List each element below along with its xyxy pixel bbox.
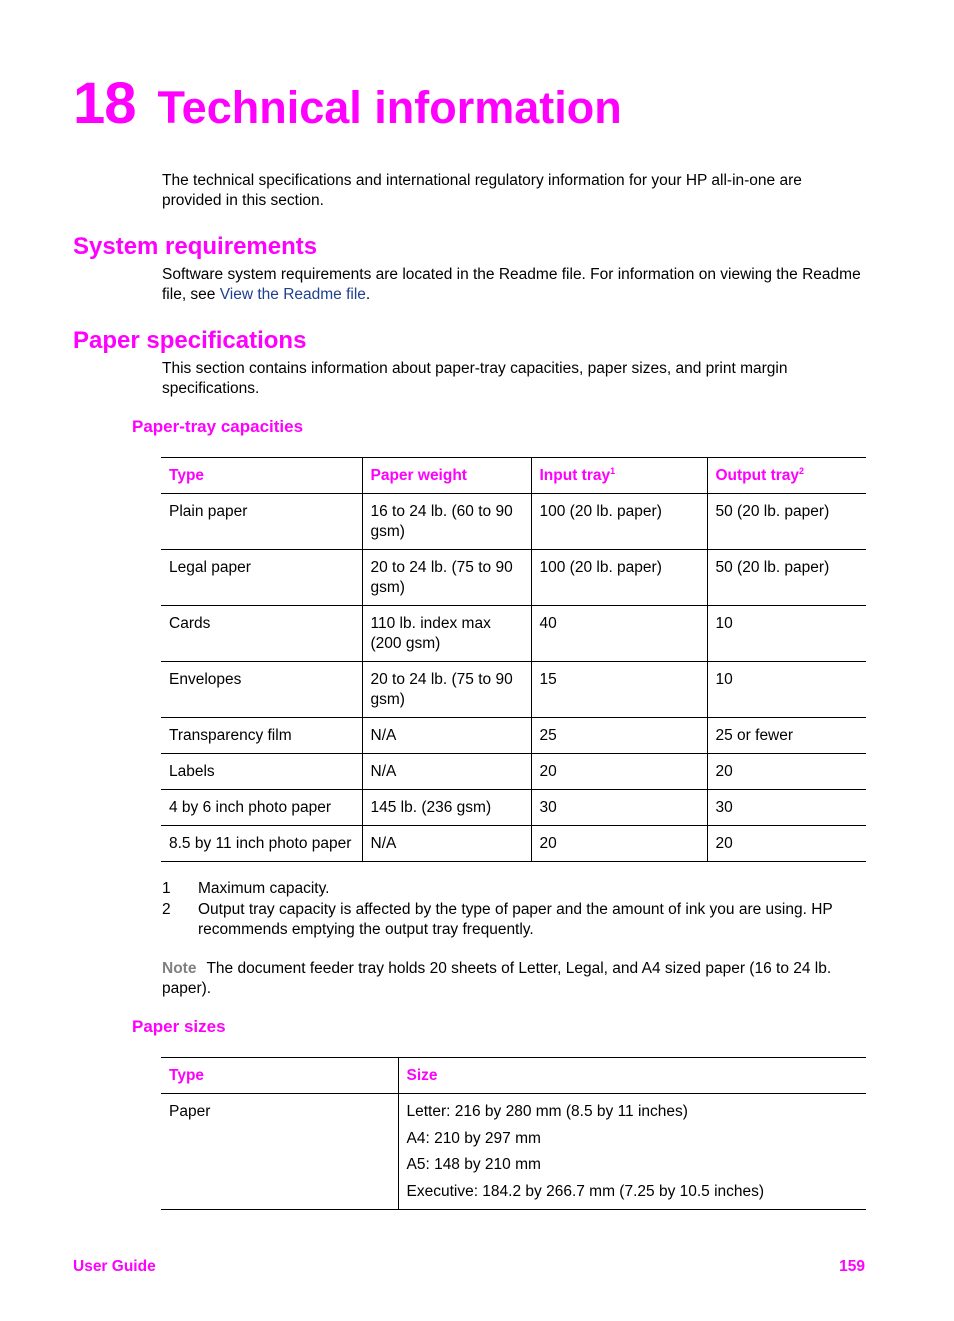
table-cell: Plain paper: [161, 494, 362, 550]
chapter-heading: [73, 70, 622, 137]
table-cell: 100 (20 lb. paper): [531, 550, 707, 606]
table-cell: 50 (20 lb. paper): [707, 550, 866, 606]
note-label: Note: [162, 960, 197, 977]
table-header-row: [161, 458, 866, 494]
table-cell: [398, 1094, 866, 1210]
table-cell: 30: [531, 790, 707, 826]
paper-sizes-table: [161, 1057, 866, 1210]
chapter-number: 18: [73, 71, 136, 136]
table-cell: N/A: [362, 754, 531, 790]
column-header: Size: [398, 1058, 866, 1094]
note-text: The document feeder tray holds 20 sheets of Letter, Legal, and A4 sized paper (16 to 24 lb. paper).: [162, 960, 832, 997]
footnote-ref: 1: [610, 465, 616, 476]
table-cell: Cards: [161, 606, 362, 662]
table-cell: 16 to 24 lb. (60 to 90 gsm): [362, 494, 531, 550]
table-row: [161, 826, 866, 862]
table-cell: 20 to 24 lb. (75 to 90 gsm): [362, 550, 531, 606]
table-cell: 20: [531, 754, 707, 790]
table-cell: 20: [531, 826, 707, 862]
page-number: 159: [839, 1258, 865, 1275]
table-cell: Legal paper: [161, 550, 362, 606]
table-cell: 20 to 24 lb. (75 to 90 gsm): [362, 662, 531, 718]
note-paragraph: [162, 959, 862, 999]
column-header: Output tray$^2$: [707, 458, 866, 494]
table-cell: 25: [531, 718, 707, 754]
system-requirements-period: .: [365, 286, 371, 303]
footer-guide-title: User Guide: [73, 1258, 156, 1275]
footnote: 2 Output tray capacity is affected by the type of paper and the amount of ink you are using. HP recommends emptying the output tray frequently.: [162, 901, 833, 938]
table-footnotes: [162, 879, 862, 940]
paper-sizes-heading: Paper sizes: [132, 1017, 226, 1036]
table-cell: 40: [531, 606, 707, 662]
system-requirements-heading: System requirements: [73, 233, 318, 260]
table-cell: 110 lb. index max (200 gsm): [362, 606, 531, 662]
table-row: [161, 606, 866, 662]
column-header: Paper weight: [362, 458, 531, 494]
system-requirements-paragraph: [162, 265, 862, 305]
footnote-ref: 2: [799, 465, 805, 476]
table-row: [161, 718, 866, 754]
table-cell: N/A: [362, 826, 531, 862]
table-row: [161, 754, 866, 790]
table-cell: 10: [707, 606, 866, 662]
table-cell: Transparency film: [161, 718, 362, 754]
intro-paragraph: The technical specifications and international regulatory information for your HP all-in-one are provided in this section.: [162, 172, 802, 209]
paper-specifications-paragraph: This section contains information about paper-tray capacities, paper sizes, and print margin specifications.: [162, 360, 788, 397]
table-cell: 25 or fewer: [707, 718, 866, 754]
table-cell: Paper: [161, 1094, 398, 1210]
table-row: [161, 1094, 866, 1210]
table-row: [161, 494, 866, 550]
table-cell: 100 (20 lb. paper): [531, 494, 707, 550]
chapter-title: Technical information: [157, 82, 622, 133]
paper-specifications-heading: Paper specifications: [73, 327, 307, 354]
size-line: Letter: 216 by 280 mm (8.5 by 11 inches): [406, 1103, 688, 1120]
system-requirements-text: Software system requirements are located in the Readme file. For information on viewing the Readme file, see: [162, 266, 861, 303]
table-cell: 8.5 by 11 inch photo paper: [161, 826, 362, 862]
table-cell: 145 lb. (236 gsm): [362, 790, 531, 826]
paper-tray-table: [161, 457, 866, 862]
readme-link[interactable]: View the Readme file: [219, 286, 366, 303]
table-cell: 4 by 6 inch photo paper: [161, 790, 362, 826]
column-header: Input tray$^1$: [531, 458, 707, 494]
size-line: Executive: 184.2 by 266.7 mm (7.25 by 10.5 inches): [406, 1182, 765, 1200]
size-line: A4: 210 by 297 mm: [406, 1129, 541, 1147]
table-cell: 20: [707, 754, 866, 790]
table-row: [161, 662, 866, 718]
table-cell: Envelopes: [161, 662, 362, 718]
table-header-row: [161, 1058, 866, 1094]
table-cell: 20: [707, 826, 866, 862]
footnote: 1 Maximum capacity.: [162, 880, 330, 897]
column-header: Type: [161, 458, 362, 494]
column-header: Type: [161, 1058, 398, 1094]
paper-tray-capacities-heading: Paper-tray capacities: [132, 417, 304, 436]
table-row: [161, 790, 866, 826]
table-row: [161, 550, 866, 606]
table-cell: 10: [707, 662, 866, 718]
table-cell: N/A: [362, 718, 531, 754]
table-cell: 30: [707, 790, 866, 826]
size-line: A5: 148 by 210 mm: [406, 1156, 541, 1173]
table-cell: 50 (20 lb. paper): [707, 494, 866, 550]
table-cell: Labels: [161, 754, 362, 790]
table-cell: 15: [531, 662, 707, 718]
